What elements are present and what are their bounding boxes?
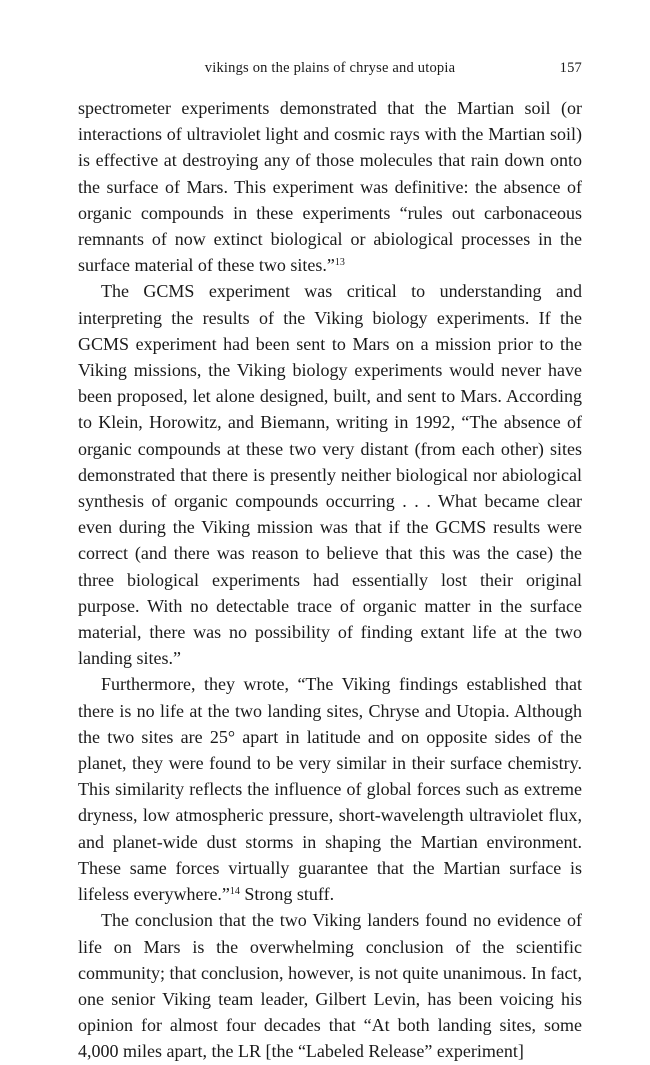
footnote-marker-13: 13: [334, 257, 345, 269]
paragraph-1: [78, 95, 582, 278]
paragraph-2: [78, 278, 582, 671]
paragraph-4-text: The conclusion that the two Viking landers found no evidence of life on Mars is the overwhelming conclusion of the scientific community; that conclusion, however, is not quite unanimous. In fact, one senior Viking team leader, Gilbert Levin, has been voicing his opinion for almost four decades that “At both landing sites, some 4,000 miles apart, the LR [the “Labeled Release” experiment]: [78, 910, 582, 1062]
paragraph-3-tail: Strong stuff.: [239, 884, 335, 905]
running-head: [78, 60, 582, 80]
paragraph-1-text: spectrometer experiments demonstrated that the Martian soil (or interactions of ultraviolet light and cosmic rays with the Martian soil) is effective at destroying any of those molecules that rain down onto the surface of Mars. This experiment was definitive: the absence of organic compounds in these experiments “rules out carbonaceous remnants of now extinct biological or abiological processes in the surface material of these two sites.”: [78, 98, 582, 276]
body-text: [78, 95, 582, 1065]
paragraph-4: [78, 907, 582, 1064]
paragraph-2-text: The GCMS experiment was critical to understanding and interpreting the results of the Viking biology experiments. If the GCMS experiment had been sent to Mars on a mission prior to the Viking missions, the Viking biology experiments would never have been proposed, let alone designed, built, and sent to Mars. According to Klein, Horowitz, and Biemann, writing in 1992, “The absence of organic compounds at these two very distant (from each other) sites demonstrated that there is presently neither biological nor abiological synthesis of organic compounds occurring . . . What became clear even during the Viking mission was that if the GCMS results were correct (and there was reason to believe that this was the case) the three biological experiments had essentially lost their original purpose. With no detectable trace of organic matter in the surface material, there was no possibility of finding extant life at the two landing sites.”: [78, 281, 582, 669]
paragraph-3: [78, 671, 582, 907]
footnote-marker-14: 14: [229, 886, 240, 898]
paragraph-3-text: Furthermore, they wrote, “The Viking findings established that there is no life at the two landing sites, Chryse and Utopia. Although the two sites are 25° apart in latitude and on opposite sides of the planet, they were found to be very similar in their surface chemistry. This similarity reflects the influence of global forces such as extreme dryness, low atmospheric pressure, short-wavelength ultraviolet flux, and planet-wide dust storms in shaping the Martian environment. These same forces virtually guarantee that the Martian surface is lifeless everywhere.”: [78, 674, 582, 905]
page-number: 157: [559, 60, 582, 76]
running-title: vikings on the plains of chryse and utopia: [204, 60, 456, 76]
